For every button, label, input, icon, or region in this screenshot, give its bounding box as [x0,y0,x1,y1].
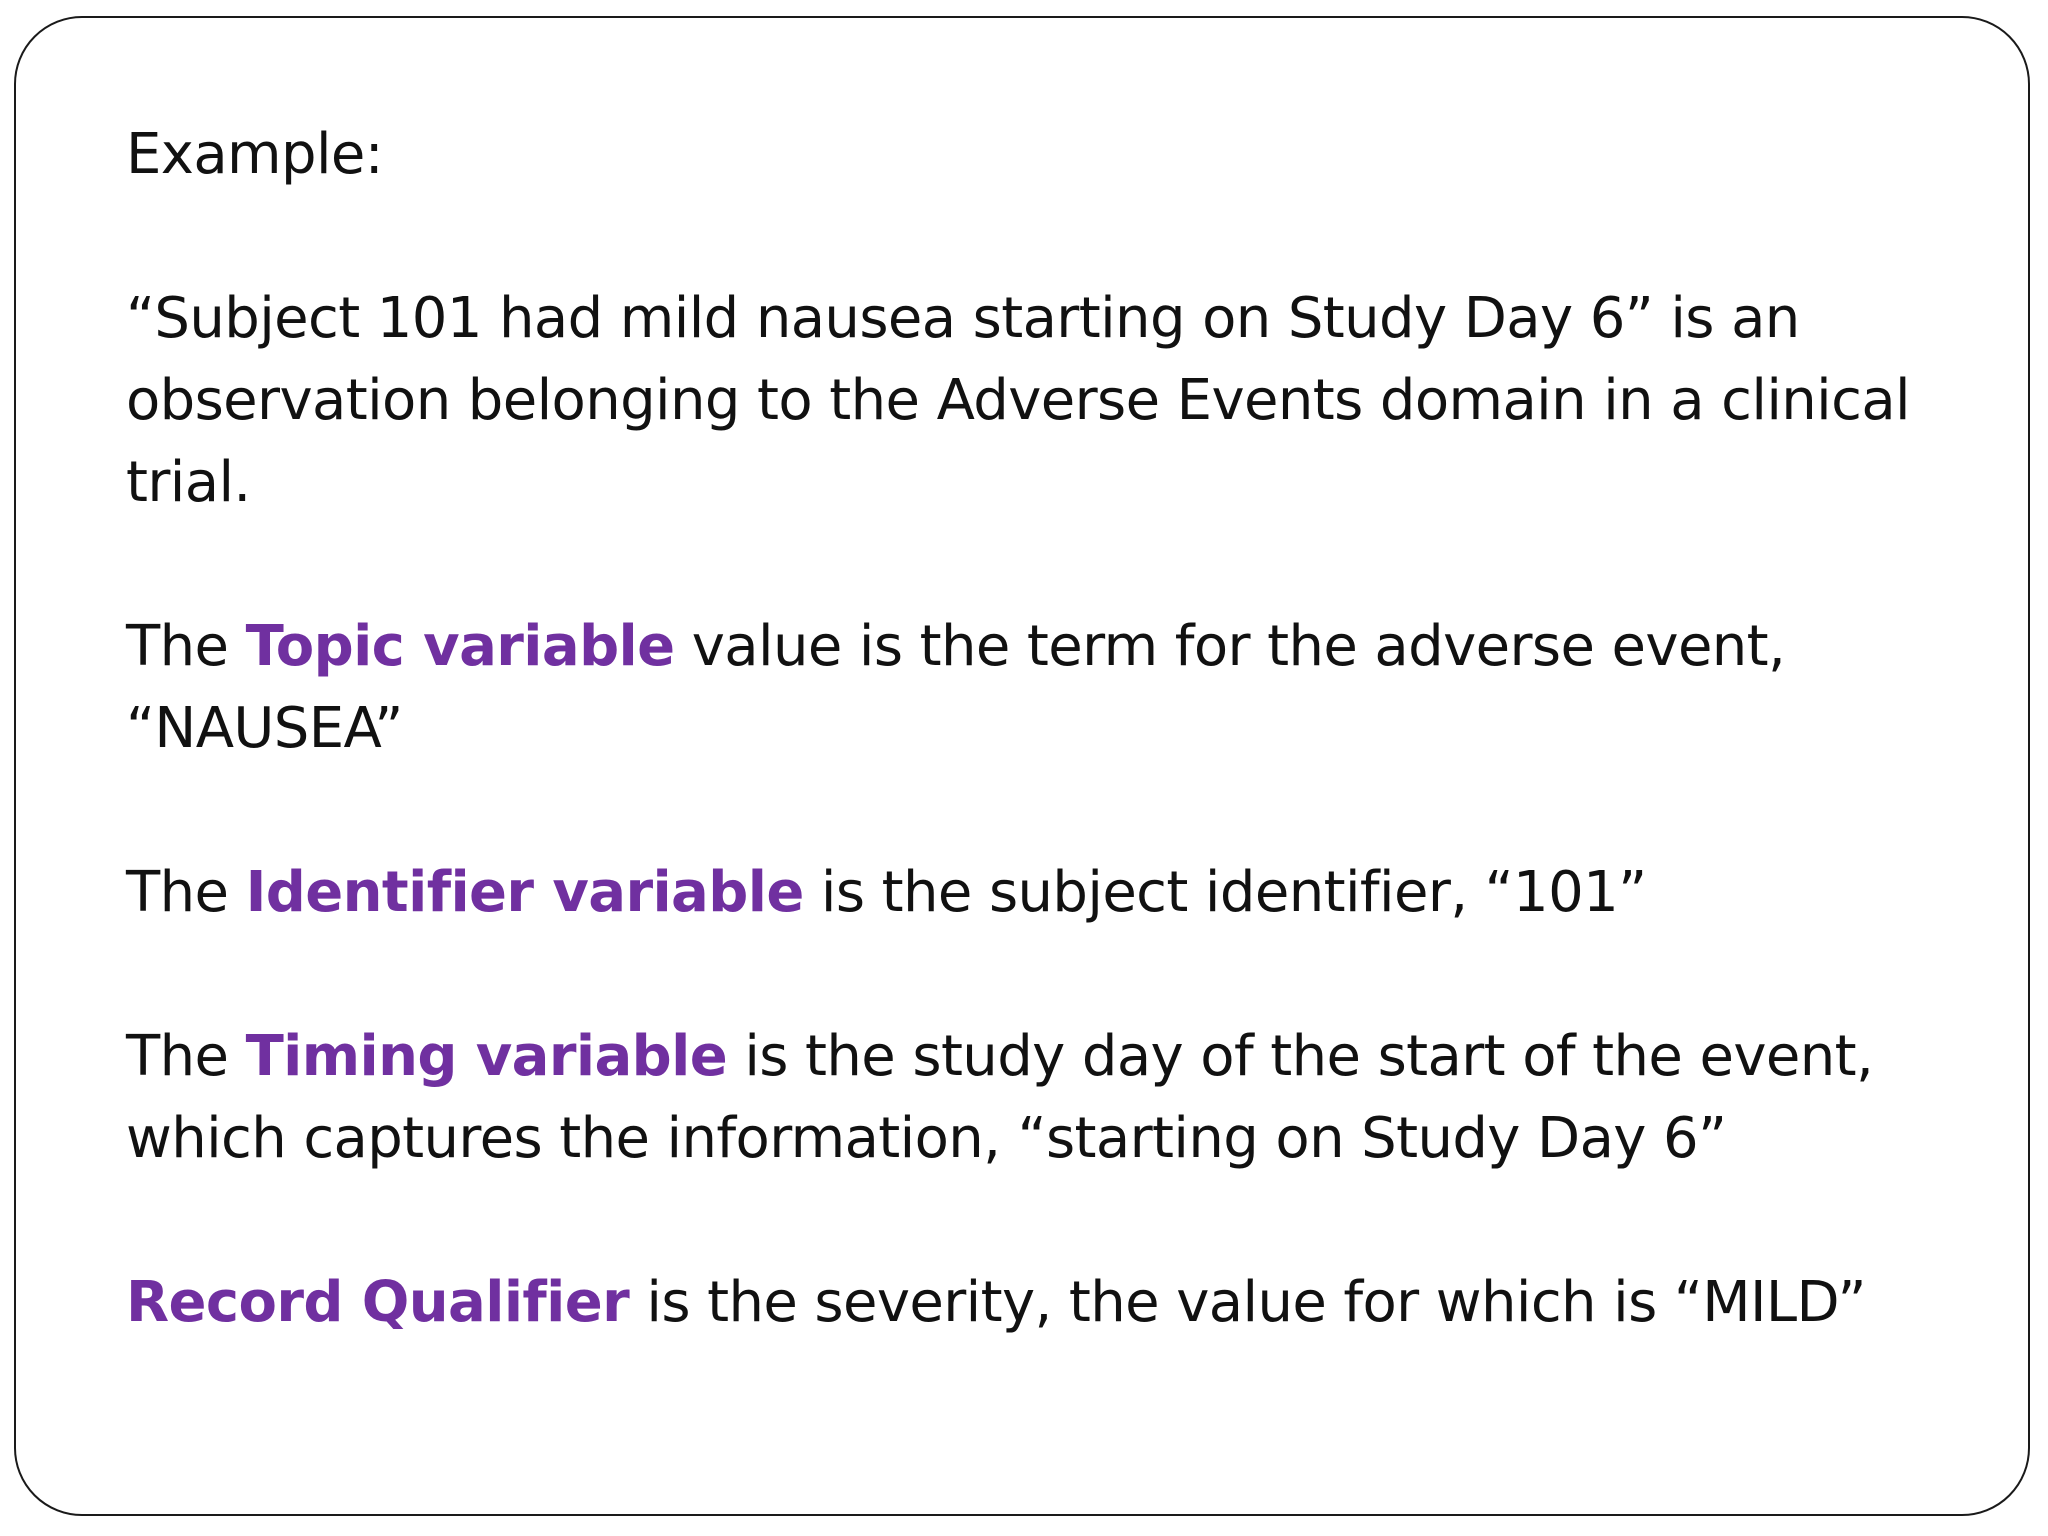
qualifier-paragraph [126,1262,2006,1344]
timing-prefix: The [126,1024,246,1089]
topic-term: Topic variable [245,614,675,679]
example-heading: Example: [126,122,384,187]
qualifier-term: Record Qualifier [126,1270,630,1335]
identifier-term: Identifier variable [245,860,804,925]
identifier-prefix: The [126,860,246,925]
topic-rest: value is the term for the adverse event, “NAUSEA” [126,614,1786,761]
slide-content [126,114,2006,1426]
timing-term: Timing variable [245,1024,728,1089]
topic-paragraph [126,606,2006,770]
slide-frame [14,16,2030,1516]
identifier-rest: is the subject identifier, “101” [803,860,1647,925]
qualifier-rest: is the severity, the value for which is “MILD” [629,1270,1866,1335]
intro-paragraph: “Subject 101 had mild nausea starting on Study Day 6” is an observation belonging to the Adverse Events domain in a clinical trial. [126,286,1911,515]
identifier-paragraph [126,852,2006,934]
timing-rest: is the study day of the start of the event, which captures the information, “starting on Study Day 6” [126,1024,1874,1171]
topic-prefix: The [126,614,246,679]
timing-paragraph [126,1016,2006,1180]
